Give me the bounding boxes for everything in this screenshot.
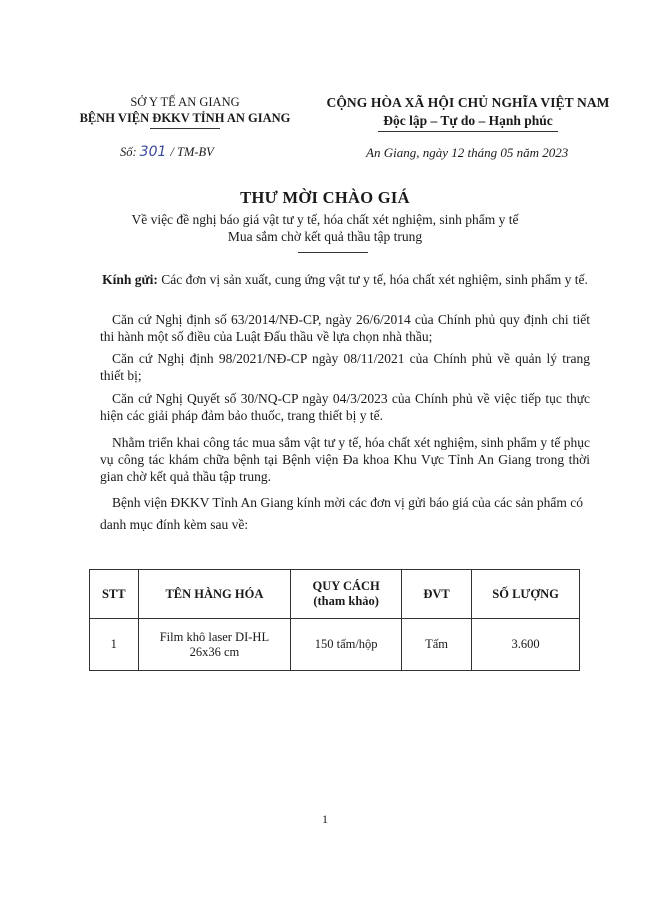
paragraph-legal-basis-2: Căn cứ Nghị định 98/2021/NĐ-CP ngày 08/11/2021 của Chính phủ về quản lý trang thiết bị; <box>100 351 590 383</box>
issuer-underline <box>150 128 220 129</box>
document-subtitle <box>60 211 590 245</box>
header-spec-note: (tham khảo) <box>313 594 379 608</box>
motto: Độc lập – Tự do – Hạnh phúc <box>383 113 553 128</box>
recipient-label: Kính gửi: <box>102 272 158 287</box>
table-row <box>90 619 580 671</box>
recipient <box>100 271 590 288</box>
header-spec <box>291 570 402 619</box>
paragraph-legal-basis-1: Căn cứ Nghị định số 63/2014/NĐ-CP, ngày 26/6/2014 của Chính phủ quy định chi tiết thi hành một số điều của Luật Đấu thầu về lựa chọn nhà thầu; <box>100 312 590 344</box>
header-name: TÊN HÀNG HÓA <box>138 570 291 619</box>
header-stt: STT <box>90 570 139 619</box>
issue-date: An Giang, ngày 12 tháng 05 năm 2023 <box>366 145 569 160</box>
recipient-text: Các đơn vị sản xuất, cung ứng vật tư y tế, hóa chất xét nghiệm, sinh phẩm y tế. <box>161 272 588 287</box>
cell-stt: 1 <box>90 619 139 671</box>
header-unit: ĐVT <box>401 570 471 619</box>
cell-name-line-2: 26x36 cm <box>189 644 240 659</box>
goods-table <box>89 569 580 671</box>
cell-name-line-1: Film khô laser DI-HL <box>159 629 270 644</box>
paragraph-invitation: Bệnh viện ĐKKV Tỉnh An Giang kính mời các đơn vị gửi báo giá của các sản phẩm có danh mục đính kèm sau về: <box>100 495 583 532</box>
reference-label: Số: <box>120 145 137 159</box>
issuer-block <box>70 94 300 129</box>
cell-spec: 150 tấm/hộp <box>291 619 402 671</box>
country-name: CỘNG HÒA XÃ HỘI CHỦ NGHĨA VIỆT NAM <box>326 95 610 110</box>
paragraph-purpose: Nhằm triển khai công tác mua sắm vật tư y tế, hóa chất xét nghiệm, sinh phẩm y tế phục vụ công tác khám chữa bệnh tại Bệnh viện Đa khoa Khu Vực Tỉnh An Giang trong thời gian chờ kết quả thầu tập trung. <box>100 435 590 484</box>
org-parent: SỞ Y TẾ AN GIANG <box>130 95 240 109</box>
cell-unit: Tấm <box>401 619 471 671</box>
paragraph-legal-basis-3: Căn cứ Nghị Quyết số 30/NQ-CP ngày 04/3/2023 của Chính phủ về việc tiếp tục thực hiện các giải pháp đảm bảo thuốc, trang thiết bị y tế. <box>100 391 590 423</box>
subtitle-line-1: Về việc đề nghị báo giá vật tư y tế, hóa chất xét nghiệm, sinh phẩm y tế <box>131 212 519 227</box>
header-spec-title: QUY CÁCH <box>312 579 380 593</box>
reference-suffix: / TM-BV <box>170 145 214 159</box>
cell-name <box>138 619 291 671</box>
subtitle-divider <box>298 252 368 253</box>
subtitle-line-2: Mua sắm chờ kết quả thầu tập trung <box>227 229 423 244</box>
reference-number <box>120 144 214 160</box>
page-number: 1 <box>322 812 328 826</box>
header-qty: SỐ LƯỢNG <box>472 570 580 619</box>
national-header <box>318 94 618 132</box>
motto-underline <box>378 131 558 132</box>
document-title: THƯ MỜI CHÀO GIÁ <box>240 188 410 207</box>
cell-qty: 3.600 <box>472 619 580 671</box>
org-name: BỆNH VIỆN ĐKKV TỈNH AN GIANG <box>79 111 291 125</box>
reference-handwritten-number: 301 <box>139 144 167 160</box>
table-header-row <box>90 570 580 619</box>
